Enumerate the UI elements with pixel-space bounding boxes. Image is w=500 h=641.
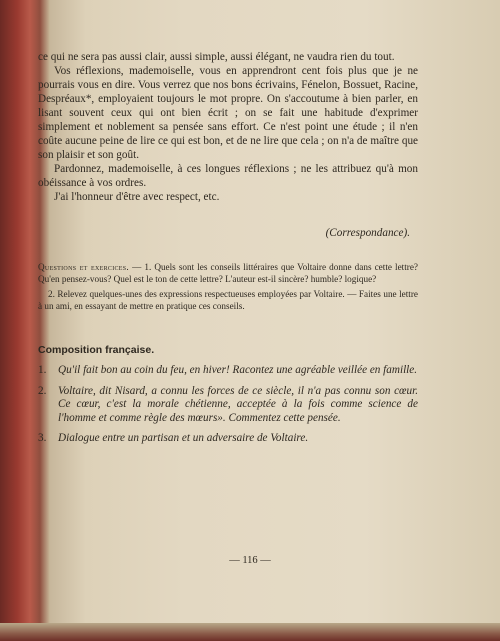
topic-text: Dialogue entre un partisan et un adversaire de Voltaire. [58, 432, 309, 444]
composition-topic [38, 432, 418, 446]
topic-text: Qu'il fait bon au coin du feu, en hiver! Racontez une agréable veillée en famille. [58, 364, 418, 376]
letter-paragraph: ce qui ne sera pas aussi clair, aussi simple, aussi élégant, ne vaudra rien du tout. [38, 51, 395, 63]
composition-title: Composition française. [38, 344, 155, 356]
letter-signature: (Correspondance). [325, 227, 410, 239]
page-number: — 116 — [229, 555, 271, 566]
letter-paragraph: Pardonnez, mademoiselle, à ces longues réflexions ; ne les attribuez qu'à mon obéissance à vos ordres. [38, 163, 418, 189]
composition-topics [38, 364, 418, 453]
topic-text: Voltaire, dit Nisard, a connu les forces de ce siècle, il n'a pas connu son cœur. Ce cœur, c'est la morale chétienne, acceptée à la fois comme science de l'homme et comme règle des mœurs». Commentez cette pensée. [58, 384, 418, 424]
exercise-item-2: 2. Relevez quelques-unes des expressions respectueuses employées par Voltaire. — Faites une lettre à un ami, en essayant de mettre en pratique ces conseils. [38, 289, 418, 311]
exercise-item-1 [38, 262, 418, 285]
page-bottom-edge [0, 623, 500, 641]
exercises-section [38, 262, 418, 312]
topic-number: 2. [38, 384, 47, 397]
topic-number: 1. [38, 364, 47, 376]
exercises-heading: Questions et exercices. [38, 262, 129, 272]
letter-paragraph: Vos réflexions, mademoiselle, vous en apprendront cent fois plus que je ne pourrais vous en dire. Vous verrez que nos bons écrivains, Fénelon, Bossuet, Racine, Despréaux*, employaient toujours le mot propre. On s'accoutume à bien parler, en lisant souvent ceux qui ont bien écrit ; on se fait une habitude d'exprimer simplement et noblement sa pensée sans effort. Ce n'est point une étude ; il n'en coûte aucune peine de lire ce qui est bon, et de ne lire que cela ; on n'a de maître que son plaisir et son goût. [38, 65, 418, 161]
exercise-item-1-text: — 1. Quels sont les conseils littéraires que Voltaire donne dans cette lettre? Qu'en pensez-vous? Quel est le ton de cette lettre? L'auteur est-il sincère? humble? logique? [38, 262, 418, 284]
letter-paragraph: J'ai l'honneur d'être avec respect, etc. [54, 191, 220, 203]
composition-topic [38, 364, 418, 378]
letter-text [38, 50, 418, 204]
composition-topic [38, 385, 418, 426]
topic-number: 3. [38, 432, 47, 444]
